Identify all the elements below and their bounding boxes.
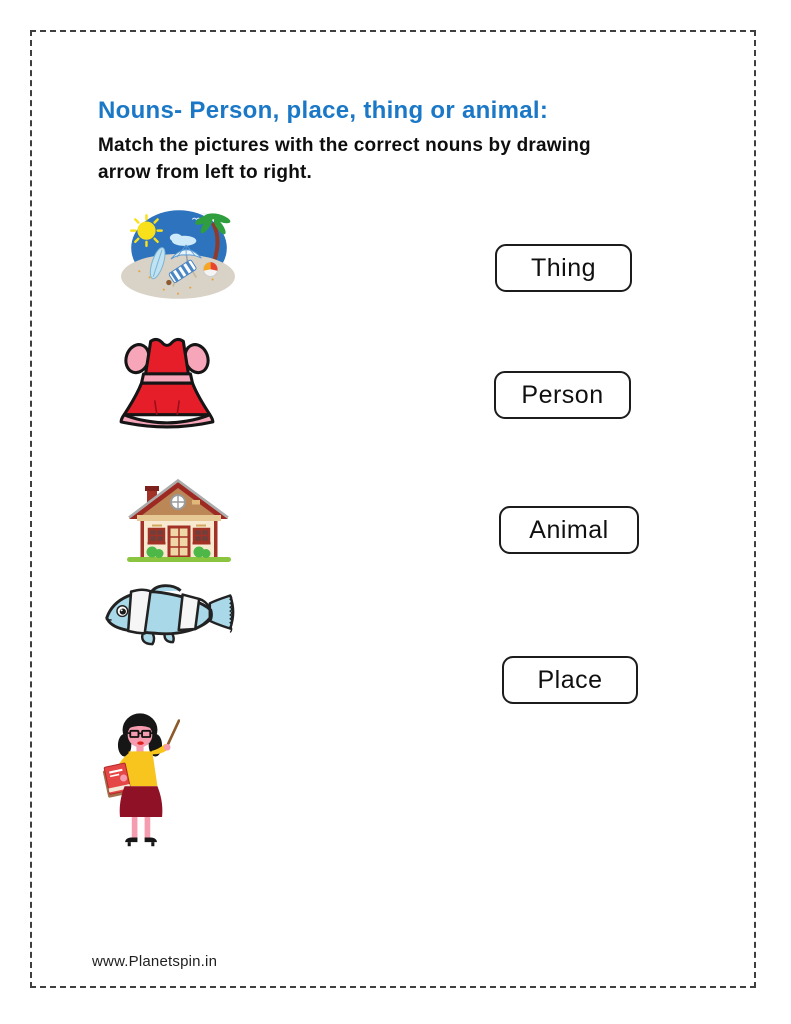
dress-icon (115, 327, 219, 431)
instructions-line-2: arrow from left to right. (98, 162, 312, 183)
teacher-icon (100, 707, 180, 847)
dress-picture[interactable] (115, 327, 219, 431)
noun-box-person[interactable]: Person (494, 371, 631, 419)
beach-icon (119, 204, 237, 302)
footer-website: www.Planetspin.in (92, 953, 218, 970)
house-icon (126, 471, 232, 563)
page-title: Nouns- Person, place, thing or animal: (98, 97, 549, 124)
teacher-picture[interactable] (100, 707, 180, 847)
noun-box-animal[interactable]: Animal (499, 506, 639, 554)
noun-box-place[interactable]: Place (502, 656, 638, 704)
house-picture[interactable] (126, 471, 232, 563)
fish-icon (100, 579, 238, 649)
instructions-line-1: Match the pictures with the correct nouns by drawing (98, 135, 591, 156)
instructions (98, 132, 591, 186)
noun-box-thing[interactable]: Thing (495, 244, 632, 292)
beach-picture[interactable] (119, 204, 237, 302)
fish-picture[interactable] (100, 579, 238, 649)
